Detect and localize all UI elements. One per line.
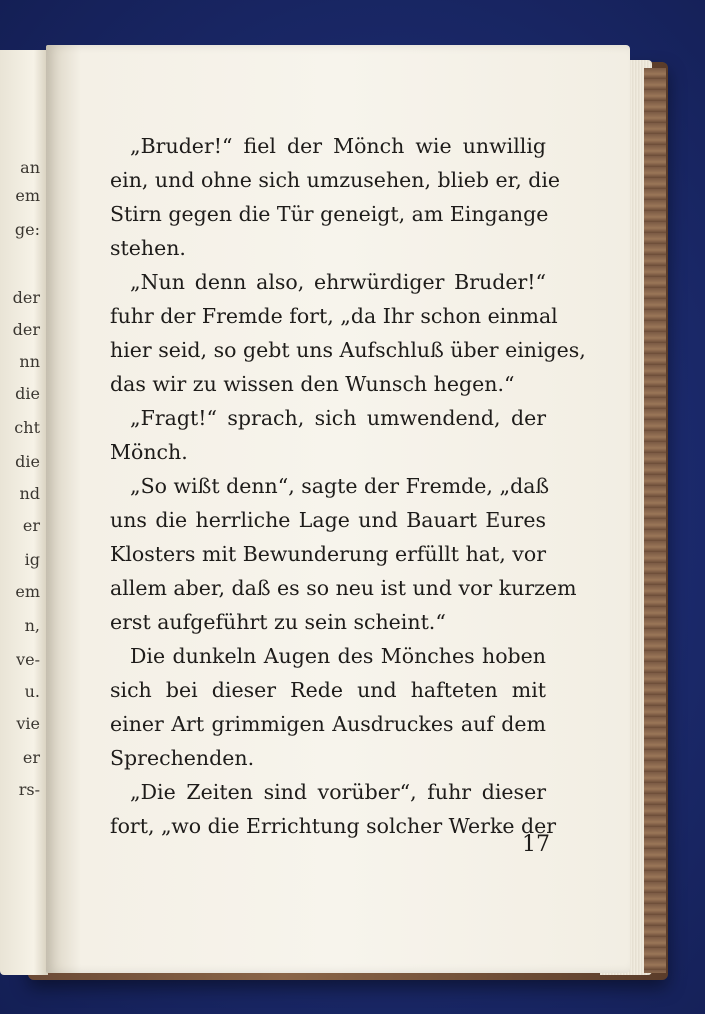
left-page-word-fragment: rs- — [18, 780, 40, 799]
text-line: allem aber, daß es so neu ist und vor kurzem — [110, 576, 577, 600]
text-line: „Nun denn also, ehrwürdiger Bruder!“ — [130, 270, 546, 294]
left-page-word-fragment: er — [22, 748, 40, 767]
text-line: das wir zu wissen den Wunsch hegen.“ — [110, 372, 515, 396]
text-line: erst aufgeführt zu sein scheint.“ — [110, 610, 446, 634]
left-page-word-fragment: die — [15, 452, 40, 471]
text-line: einer Art grimmigen Ausdruckes auf dem — [110, 712, 546, 736]
text-line: fort, „wo die Errichtung solcher Werke der — [110, 814, 557, 838]
text-line: „So wißt denn“, sagte der Fremde, „daß — [130, 474, 550, 498]
left-page-word-fragment: u. — [24, 682, 40, 701]
left-page-word-fragment: n, — [24, 616, 40, 635]
text-line: Sprechenden. — [110, 746, 255, 770]
left-page-word-fragment: die — [15, 384, 40, 403]
text-line: ein, und ohne sich umzusehen, blieb er, die — [110, 168, 561, 192]
left-page — [0, 50, 48, 975]
left-page-word-fragment: vie — [16, 714, 40, 733]
text-line: stehen. — [110, 236, 186, 260]
text-line: „Bruder!“ fiel der Mönch wie unwillig — [130, 134, 546, 158]
text-line: hier seid, so gebt uns Aufschluß über einiges, — [110, 338, 586, 362]
left-page-word-fragment: an — [20, 158, 40, 177]
left-page-word-fragment: em — [15, 582, 40, 601]
text-line: fuhr der Fremde fort, „da Ihr schon einmal — [110, 304, 558, 328]
text-line: Die dunkeln Augen des Mönches hoben — [130, 644, 546, 668]
left-page-word-fragment: der — [12, 320, 40, 339]
text-line: „Fragt!“ sprach, sich umwendend, der — [130, 406, 546, 430]
left-page-word-fragment: cht — [14, 418, 40, 437]
text-line: Mönch. — [110, 440, 188, 464]
text-line: „Die Zeiten sind vorüber“, fuhr dieser — [130, 780, 546, 804]
page-number: 17 — [522, 832, 550, 857]
text-line: uns die herrliche Lage und Bauart Eures — [110, 508, 546, 532]
left-page-word-fragment: er — [22, 516, 40, 535]
text-line: Klosters mit Bewunderung erfüllt hat, vor — [110, 542, 546, 566]
left-page-word-fragment: ig — [24, 550, 40, 569]
left-page-word-fragment: em — [15, 186, 40, 205]
left-page-word-fragment: ge: — [14, 220, 40, 239]
cover-spine-edge — [642, 68, 666, 973]
text-line: Stirn gegen die Tür geneigt, am Eingange — [110, 202, 549, 226]
text-line: sich bei dieser Rede und hafteten mit — [110, 678, 546, 702]
left-page-word-fragment: nn — [19, 352, 40, 371]
left-page-word-fragment: der — [12, 288, 40, 307]
left-page-word-fragment: nd — [19, 484, 40, 503]
left-page-word-fragment: ve- — [16, 650, 40, 669]
